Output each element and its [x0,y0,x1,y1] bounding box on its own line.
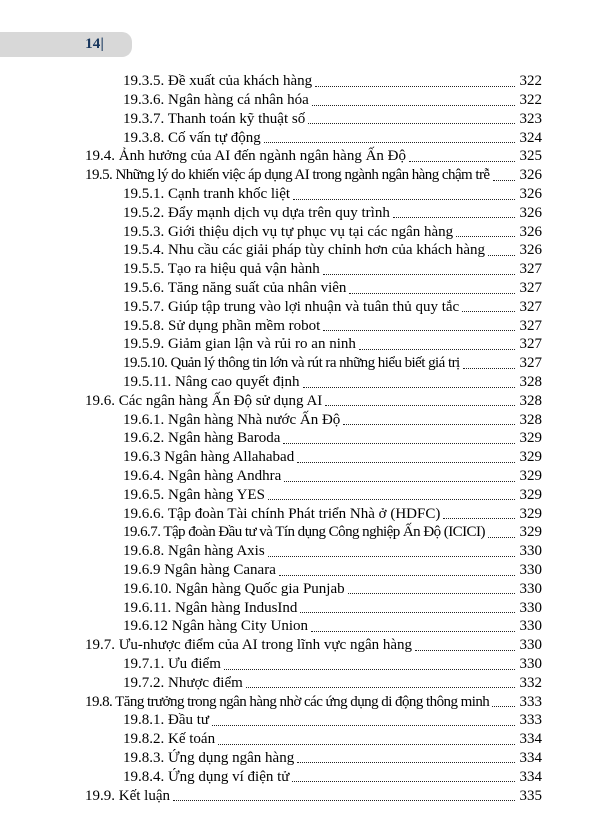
toc-entry-label: 19.4. Ảnh hưởng của AI đến ngành ngân hàng Ấn Độ [85,148,407,165]
toc-entry-page-number: 330 [519,618,542,635]
toc-entry-label: 19.5.5. Tạo ra hiệu quả vận hành [123,261,320,278]
toc-entry-page-number: 322 [519,73,542,90]
dotted-leader [348,593,515,594]
toc-entry-page-number: 330 [519,580,542,597]
toc-entry [85,429,542,448]
dotted-leader [492,706,514,707]
toc-entry-label: 19.7.2. Nhược điểm [123,674,243,691]
toc-entry-label: 19.8.2. Kế toán [123,731,216,748]
toc-entry-page-number: 330 [519,543,542,560]
toc-entry-label: 19.7. Ưu-nhược điểm của AI trong lĩnh vực ngân hàng [85,637,413,654]
dotted-leader [293,199,514,200]
toc-entry-label: 19.6.2. Ngân hàng Baroda [123,430,281,447]
toc-entry-page-number: 334 [519,768,542,785]
toc-entry [85,486,542,505]
toc-entry-label: 19.5.3. Giới thiệu dịch vụ tự phục vụ tại các ngân hàng [123,223,454,240]
toc-entry-label: 19.8.3. Ứng dụng ngân hàng [123,749,295,766]
dotted-leader [246,687,515,688]
dotted-leader [315,86,514,87]
toc-entry-page-number: 332 [519,674,542,691]
dotted-leader [268,499,515,500]
toc-entry [85,711,542,730]
toc-entry-page-number: 330 [519,637,542,654]
toc-entry-page-number: 327 [519,280,542,297]
toc-entry-label: 19.5.7. Giúp tập trung vào lợi nhuận và tuân thủ quy tắc [123,298,460,315]
toc-entry-label: 19.5.9. Giảm gian lận và rủi ro an ninh [123,336,356,353]
toc-entry-page-number: 327 [519,336,542,353]
dotted-leader [456,236,514,237]
toc-entry-label: 19.3.8. Cố vấn tự động [123,129,261,146]
page-header-bar [0,32,132,57]
dotted-leader [212,725,514,726]
toc-entry-page-number: 323 [519,110,542,127]
toc-entry [85,373,542,392]
toc-entry-label: 19.5.4. Nhu cầu các giải pháp tùy chỉnh hơn của khách hàng [123,242,485,259]
toc-entry [85,260,542,279]
dotted-leader [297,462,514,463]
toc-entry-page-number: 330 [519,599,542,616]
toc-entry [85,91,542,110]
toc-entry-page-number: 334 [519,749,542,766]
toc-entry-label: 19.5.2. Đẩy mạnh dịch vụ dựa trên quy trình [123,204,390,221]
dotted-leader [268,556,515,557]
toc-entry-label: 19.3.6. Ngân hàng cá nhân hóa [123,92,309,109]
toc-entry-label: 19.6. Các ngân hàng Ấn Độ sử dụng AI [85,392,323,409]
dotted-leader [463,368,515,369]
toc-entry-label: 19.6.8. Ngân hàng Axis [123,543,265,560]
dotted-leader [393,217,515,218]
dotted-leader [409,161,514,162]
dotted-leader [343,424,514,425]
toc-entry-page-number: 327 [519,298,542,315]
dotted-leader [224,669,515,670]
dotted-leader [284,481,514,482]
toc-entry-page-number: 326 [519,204,542,221]
toc-entry [85,410,542,429]
dotted-leader [308,123,514,124]
toc-entry [85,636,542,655]
toc-entry-page-number: 333 [519,693,542,710]
toc-entry [85,354,542,373]
toc-entry [85,241,542,260]
toc-entry [85,655,542,674]
toc-entry-page-number: 327 [519,317,542,334]
dotted-leader [218,744,514,745]
toc-entry [85,128,542,147]
toc-entry-page-number: 326 [519,167,542,184]
toc-entry [85,467,542,486]
toc-entry [85,767,542,786]
toc-entry-page-number: 329 [519,524,542,541]
toc-entry-page-number: 326 [519,242,542,259]
toc-entry-label: 19.6.12 Ngân hàng City Union [123,618,308,635]
toc-entry [85,448,542,467]
toc-entry [85,580,542,599]
toc-entry-page-number: 326 [519,223,542,240]
toc-entry-label: 19.6.9 Ngân hàng Canara [123,562,276,579]
dotted-leader [443,518,514,519]
toc-entry-label: 19.6.6. Tập đoàn Tài chính Phát triển Nhà ở (HDFC) [123,505,441,522]
toc-entry-page-number: 326 [519,186,542,203]
toc-entry-label: 19.5. Những lý do khiến việc áp dụng AI trong ngành ngân hàng chậm trễ [85,167,490,184]
toc-entry [85,72,542,91]
toc-entry [85,392,542,411]
toc-entry-label: 19.5.1. Cạnh tranh khốc liệt [123,186,291,203]
toc-entry-page-number: 329 [519,468,542,485]
dotted-leader [292,781,514,782]
toc-entry-label: 19.6.7. Tập đoàn Đầu tư và Tín dụng Công nghiệp Ấn Độ (ICICI) [123,524,485,541]
toc-entry [85,749,542,768]
toc-entry-page-number: 328 [519,374,542,391]
toc-entry-page-number: 324 [519,129,542,146]
dotted-leader [462,311,514,312]
dotted-leader [323,330,514,331]
toc-entry-label: 19.6.3 Ngân hàng Allahabad [123,449,295,466]
toc-entry [85,147,542,166]
toc-entry [85,692,542,711]
toc-entry-label: 19.6.5. Ngân hàng YES [123,486,265,503]
toc-entry-page-number: 333 [519,712,542,729]
toc-entry [85,730,542,749]
toc-entry [85,110,542,129]
toc-entry-label: 19.8.4. Ứng dụng ví điện tử [123,768,290,785]
toc-entry-page-number: 329 [519,505,542,522]
toc-list [85,72,542,805]
toc-entry-label: 19.6.1. Ngân hàng Nhà nước Ấn Độ [123,411,341,428]
dotted-leader [349,293,514,294]
toc-entry-page-number: 329 [519,486,542,503]
toc-entry [85,222,542,241]
toc-entry-page-number: 325 [519,148,542,165]
toc-entry [85,504,542,523]
toc-entry-page-number: 327 [519,261,542,278]
toc-entry-page-number: 329 [519,430,542,447]
dotted-leader [173,800,515,801]
page-number: 14| [85,36,104,52]
dotted-leader [488,537,515,538]
toc-entry-label: 19.5.6. Tăng năng suất của nhân viên [123,280,347,297]
toc-entry-label: 19.6.4. Ngân hàng Andhra [123,468,282,485]
toc-entry-label: 19.5.10. Quản lý thông tin lớn và rút ra những hiểu biết giá trị [123,355,460,372]
toc-entry-page-number: 335 [519,787,542,804]
toc-entry [85,617,542,636]
toc-entry-page-number: 328 [519,411,542,428]
toc-entry-page-number: 329 [519,449,542,466]
toc-entry-page-number: 330 [519,562,542,579]
toc-entry [85,523,542,542]
toc-entry [85,786,542,805]
toc-entry [85,185,542,204]
toc-entry [85,542,542,561]
toc-entry-label: 19.9. Kết luận [85,787,170,804]
dotted-leader [297,762,514,763]
toc-entry-page-number: 330 [519,656,542,672]
toc-entry [85,674,542,693]
dotted-leader [359,349,515,350]
dotted-leader [303,387,515,388]
toc-entry-page-number: 328 [519,392,542,409]
dotted-leader [300,612,514,613]
toc-entry-label: 19.3.5. Đề xuất của khách hàng [123,73,313,90]
toc-entry [85,598,542,617]
toc-entry-label: 19.3.7. Thanh toán kỹ thuật số [123,110,306,127]
dotted-leader [264,142,515,143]
dotted-leader [323,274,515,275]
toc-entry-label: 19.5.11. Nâng cao quyết định [123,374,300,391]
toc-entry-page-number: 334 [519,731,542,748]
dotted-leader [311,631,515,632]
toc-entry-label: 19.8.1. Đầu tư [123,712,210,729]
toc-entry-page-number: 322 [519,92,542,109]
dotted-leader [279,575,515,576]
toc-entry [85,561,542,580]
toc-entry-label: 19.7.1. Ưu điểm [123,656,221,672]
toc-entry-label: 19.8. Tăng trưởng trong ngân hàng nhờ các ứng dụng di động thông minh [85,693,490,710]
toc-entry-label: 19.5.8. Sử dụng phần mềm robot [123,317,321,334]
toc-entry [85,166,542,185]
dotted-leader [415,650,514,651]
toc-entry-label: 19.6.11. Ngân hàng IndusInd [123,599,298,616]
toc-entry-page-number: 327 [519,355,542,372]
dotted-leader [312,105,515,106]
toc-entry-label: 19.6.10. Ngân hàng Quốc gia Punjab [123,580,345,597]
dotted-leader [493,180,515,181]
toc-entry [85,279,542,298]
toc-entry [85,335,542,354]
toc-entry [85,204,542,223]
dotted-leader [283,443,514,444]
toc-entry [85,298,542,317]
dotted-leader [325,405,514,406]
dotted-leader [488,255,515,256]
toc-entry [85,316,542,335]
